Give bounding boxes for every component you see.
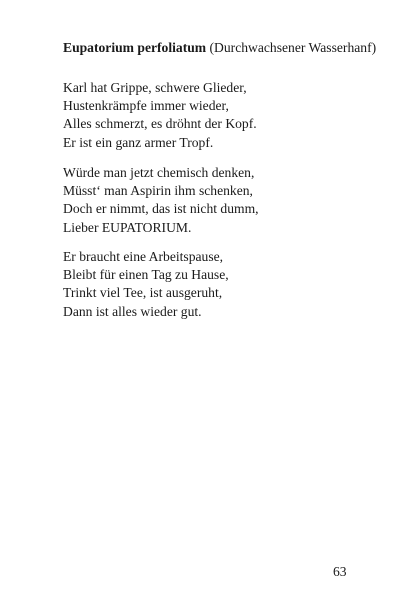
verse-line: Bleibt für einen Tag zu Hause,: [63, 267, 229, 283]
verse-line: Lieber EUPATORIUM.: [63, 219, 192, 235]
stanza-2: [63, 164, 259, 237]
poem-title: [63, 39, 376, 56]
page-number: 63: [333, 564, 347, 579]
poem-title-german: (Durchwachsener Wasserhanf): [206, 40, 377, 55]
poem-title-latin: Eupatorium perfoliatum: [63, 40, 207, 55]
verse-line: Karl hat Grippe, schwere Glieder,: [63, 80, 247, 95]
verse-line: Doch er nimmt, das ist nicht dumm,: [63, 201, 259, 217]
verse-line: Alles schmerzt, es dröhnt der Kopf.: [63, 116, 257, 132]
verse-line: Hustenkrämpfe immer wieder,: [63, 98, 229, 114]
verse-line: Dann ist alles wieder gut.: [63, 303, 202, 319]
verse-line: Müsst‘ man Aspirin ihm schenken,: [63, 183, 253, 199]
stanza-3: [63, 248, 229, 321]
verse-line: Würde man jetzt chemisch denken,: [63, 165, 255, 180]
verse-line: Trinkt viel Tee, ist ausgeruht,: [63, 285, 223, 301]
stanza-1: [63, 79, 257, 152]
verse-line: Er ist ein ganz armer Tropf.: [63, 134, 214, 150]
verse-line: Er braucht eine Arbeitspause,: [63, 249, 224, 264]
